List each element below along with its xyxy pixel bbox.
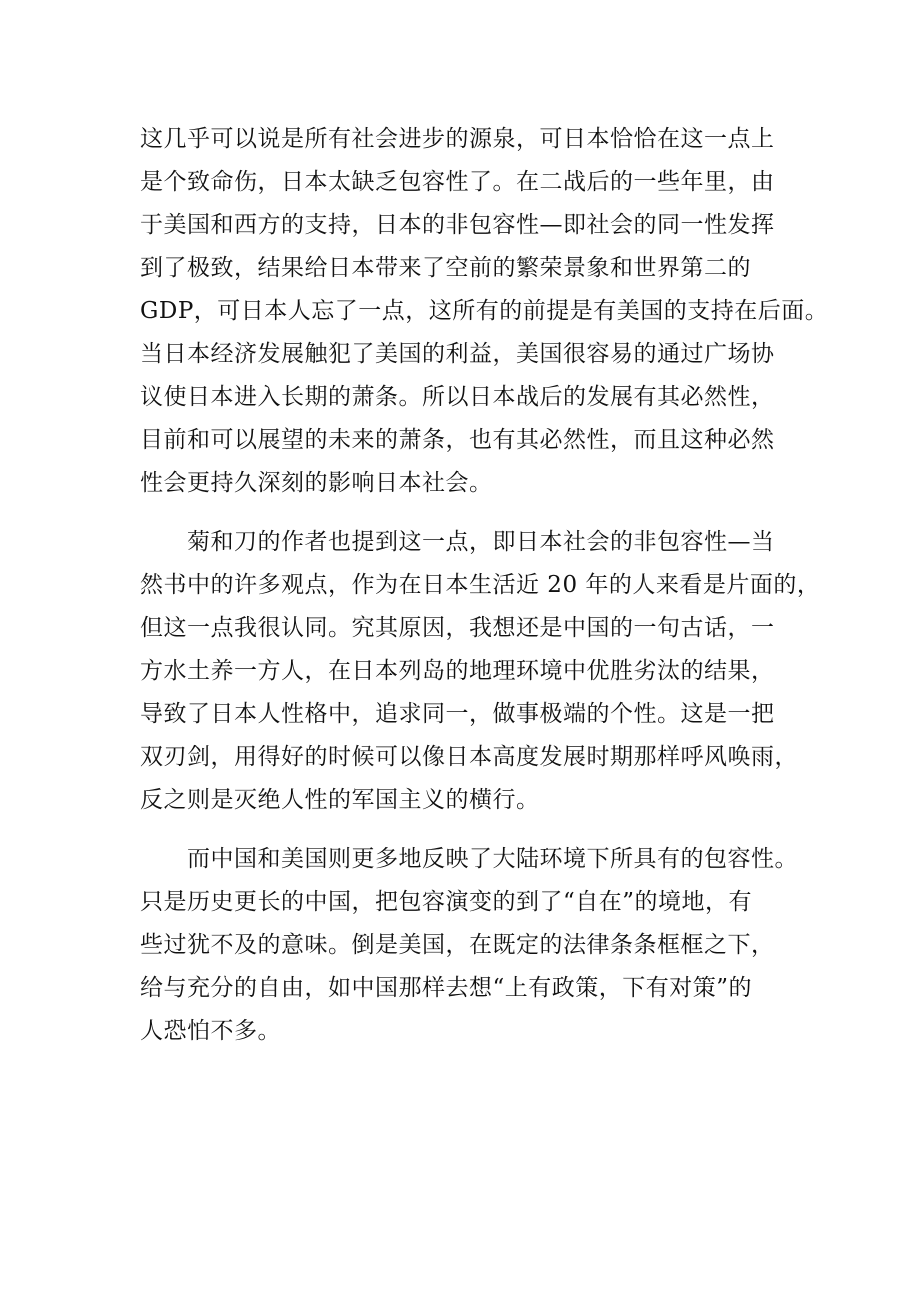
- text-line: 反之则是灭绝人性的军国主义的横行。: [140, 787, 540, 813]
- text-line: 目前和可以展望的未来的萧条，也有其必然性，而且这种必然: [140, 427, 775, 453]
- text-line: 这几乎可以说是所有社会进步的源泉，可日本恰恰在这一点上: [140, 126, 775, 152]
- paragraph: [140, 118, 829, 505]
- text-line: 些过犹不及的意味。倒是美国，在既定的法律条条框框之下，: [140, 932, 775, 958]
- text-line: 是个致命伤，日本太缺乏包容性了。在二战后的一些年里，由: [140, 169, 775, 195]
- text-line: 只是历史更长的中国，把包容演变的到了“自在”的境地，有: [140, 889, 753, 915]
- text-line: GDP，可日本人忘了一点，这所有的前提是有美国的支持在后面。: [140, 298, 829, 324]
- text-line: 然书中的许多观点，作为在日本生活近 20 年的人来看是片面的，: [140, 572, 821, 598]
- paragraph: [140, 521, 820, 822]
- text-line: 议使日本进入长期的萧条。所以日本战后的发展有其必然性，: [140, 384, 775, 410]
- text-line: 导致了日本人性格中，追求同一，做事极端的个性。这是一把: [140, 701, 775, 727]
- text-line: 方水土养一方人，在日本列岛的地理环境中优胜劣汰的结果，: [140, 658, 775, 684]
- paragraph: [140, 838, 820, 1053]
- text-line: 人恐怕不多。: [140, 1018, 281, 1044]
- text-line: 到了极致，结果给日本带来了空前的繁荣景象和世界第二的: [140, 255, 751, 281]
- text-line: 当日本经济发展触犯了美国的利益，美国很容易的通过广场协: [140, 341, 775, 367]
- text-line: 性会更持久深刻的影响日本社会。: [140, 470, 493, 496]
- text-line: 但这一点我很认同。究其原因，我想还是中国的一句古话，一: [140, 615, 775, 641]
- text-line: 给与充分的自由，如中国那样去想“上有政策，下有对策”的: [140, 975, 753, 1001]
- text-line: 菊和刀的作者也提到这一点，即日本社会的非包容性—当: [140, 529, 775, 555]
- text-line: 而中国和美国则更多地反映了大陆环境下所具有的包容性。: [140, 846, 798, 872]
- text-line: 于美国和西方的支持，日本的非包容性—即社会的同一性发挥: [140, 212, 775, 238]
- document-body: [140, 118, 829, 1069]
- text-line: 双刃剑，用得好的时候可以像日本高度发展时期那样呼风唤雨，: [140, 744, 798, 770]
